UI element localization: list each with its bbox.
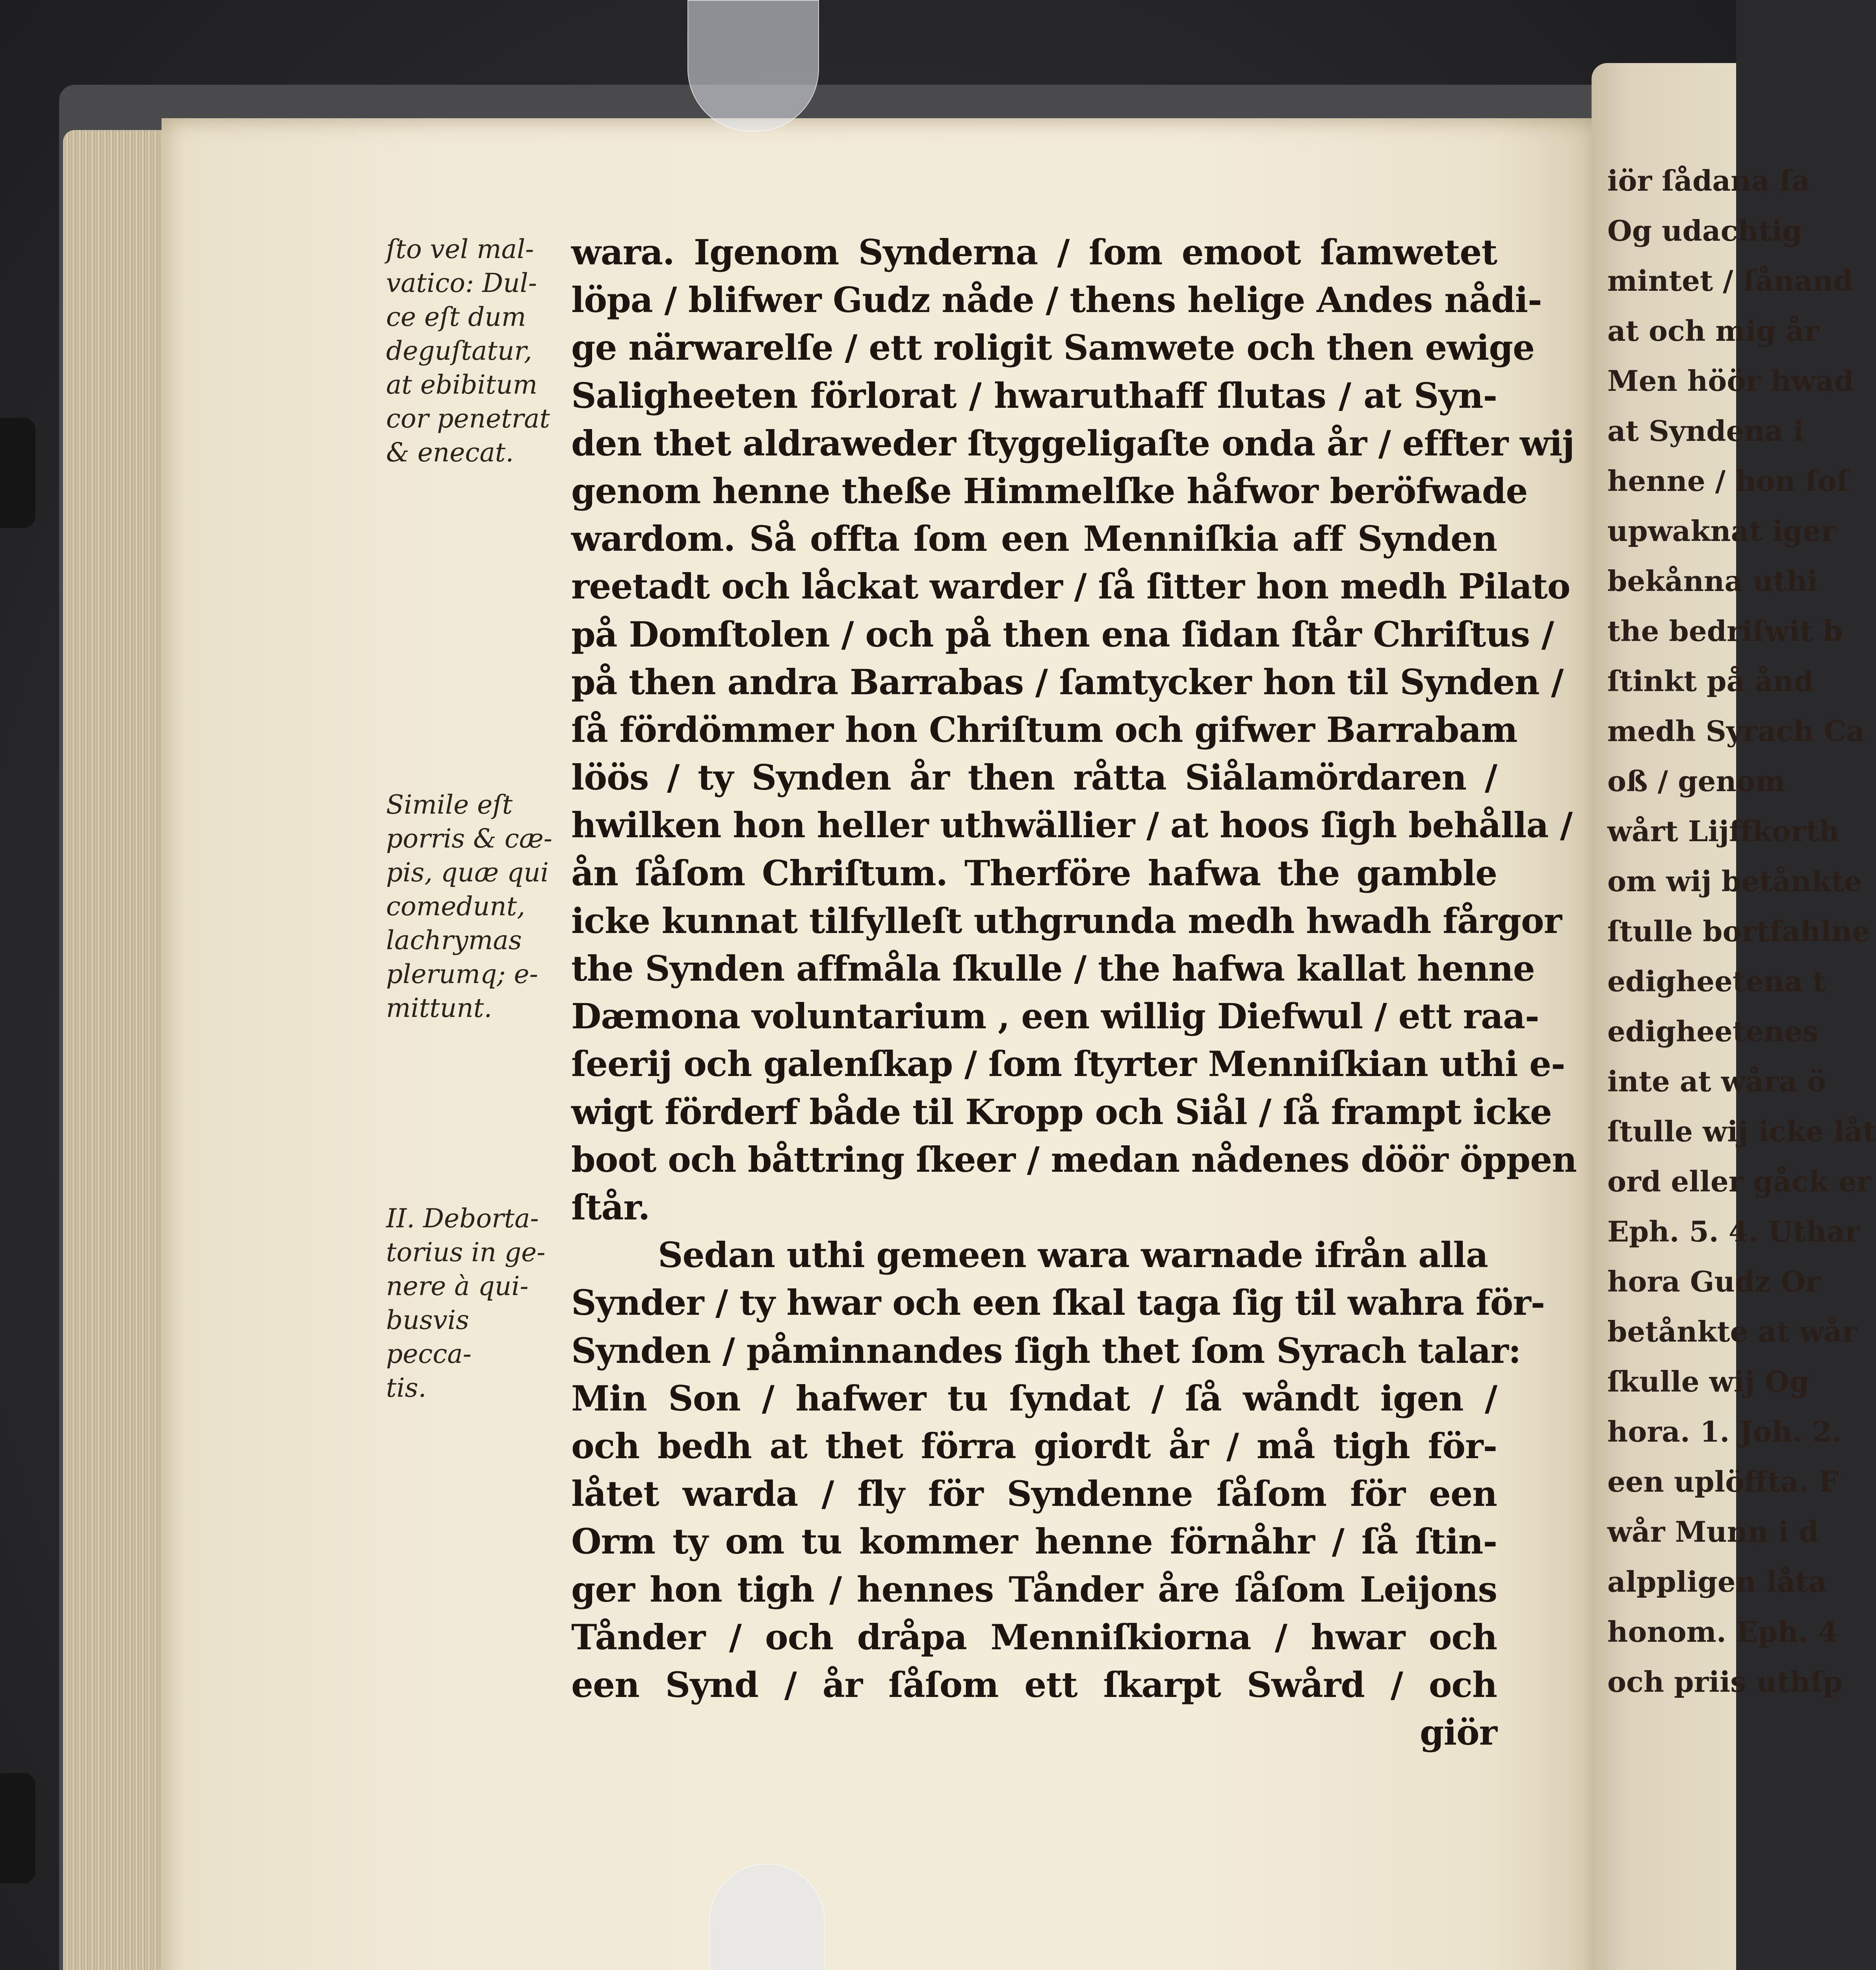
page-clip-top [687, 0, 819, 132]
facing-page-line: honom. Eph. 4 [1607, 1615, 1838, 1648]
facing-page-line: upwaknat iger [1607, 514, 1836, 548]
margin-note-line: deguſtatur, [386, 336, 532, 366]
binding-tab-top [0, 418, 35, 528]
facing-page-line: iör ſådana ſa [1607, 164, 1810, 197]
margin-note-line: busvis pecca- [386, 1305, 472, 1369]
facing-page-line: Eph. 5. 4. Uthar [1607, 1215, 1860, 1248]
facing-page-line: hora. 1. Joh. 2. [1607, 1415, 1842, 1448]
facing-page-line: edigheetenes [1607, 1015, 1818, 1048]
text-line: giör [1419, 1712, 1497, 1753]
text-line: Synden / påminnandes ſigh thet ſom Syrach talar: [571, 1330, 1521, 1371]
text-line: wigt förderf både til Kropp och Siål / ſå frampt icke [571, 1091, 1552, 1132]
text-line: löpa / blifwer Gudz nåde / thens helige Andes nådi- [571, 279, 1542, 321]
text-line: den thet aldraweder ſtyggeligaſte onda år / effter wij [571, 422, 1574, 464]
margin-note-line: plerumq; e- [386, 959, 538, 989]
facing-page-line: bekånna uthi [1607, 564, 1818, 598]
binding-tab-bottom [0, 1773, 35, 1883]
margin-note-line: mittunt. [386, 993, 492, 1023]
text-line: wara. Igenom Synderna / ſom emoot ſamwetet [571, 232, 1497, 273]
text-line: een Synd / år ſåſom ett ſkarpt Swård / och [571, 1664, 1497, 1706]
margin-note-line: at ebibitum [386, 370, 538, 400]
facing-page-line: ſkulle wij Og [1607, 1365, 1809, 1398]
facing-page-line: alppligen låta [1607, 1565, 1827, 1598]
facing-page-line: een uplöffta. F [1607, 1465, 1839, 1498]
margin-note-line: II. Deborta- [386, 1203, 539, 1234]
facing-page-line: ſtulle wij icke låt [1607, 1115, 1876, 1148]
text-line: Dæmona voluntarium , een willig Diefwul / ett raa- [571, 996, 1539, 1037]
text-line: Min Son / hafwer tu ſyndat / ſå wåndt igen / [571, 1377, 1497, 1419]
facing-page-line: the bedriſwit b [1607, 614, 1843, 648]
main-text-column [571, 229, 1577, 1757]
margin-note-line: cor penetrat [386, 403, 550, 434]
facing-page-line: edigheetena t [1607, 965, 1826, 998]
text-line: ſeerij och galenſkap / ſom ſtyrter Menniſkian uthi e- [571, 1043, 1565, 1085]
facing-page-line: ord eller gåck er [1607, 1165, 1872, 1198]
text-line: Orm ty om tu kommer henne förnåhr / ſå ſtin- [571, 1521, 1497, 1562]
text-line: boot och båttring ſkeer / medan nådenes döör öppen [571, 1139, 1577, 1180]
facing-page-text [1607, 156, 1876, 1707]
margin-note-line: nere à qui- [386, 1271, 529, 1301]
margin-note [386, 788, 552, 1025]
margin-note-line: vatico: Dul- [386, 268, 537, 298]
text-line: ſå fördömmer hon Chriſtum och gifwer Barrabam [571, 709, 1518, 751]
facing-page-line: wår Munn i d [1607, 1515, 1819, 1548]
text-line: genom henne theße Himmelſke håfwor beröfwade [571, 470, 1528, 512]
margin-note-line: pis, quæ qui [386, 857, 549, 888]
facing-page-line: inte at wåra ö [1607, 1065, 1826, 1098]
text-line: ger hon tigh / hennes Tånder åre ſåſom Leijons [571, 1569, 1497, 1610]
text-line: Tånder / och dråpa Menniſkiorna / hwar och [571, 1616, 1497, 1658]
text-line: icke kunnat tilfylleſt uthgrunda medh hwadh fårgor [571, 900, 1562, 941]
margin-note [386, 1202, 555, 1405]
text-line: ſtår. [571, 1187, 650, 1228]
margin-note-line: porris & cæ- [386, 823, 553, 854]
text-line: the Synden affmåla ſkulle / the hafwa kallat henne [571, 948, 1535, 989]
facing-page-line: henne / hon ſoſ [1607, 464, 1849, 498]
text-line: ån ſåſom Chriſtum. Therföre hafwa the gamble [571, 852, 1497, 894]
margin-note-line: tis. [386, 1373, 427, 1403]
margin-note-line: ſto vel mal- [386, 234, 534, 264]
facing-page-line: medh Syrach Ca [1607, 714, 1865, 748]
margin-note-line: Simile eſt [386, 790, 513, 820]
facing-page-line: ſtulle bortfahlne [1607, 914, 1870, 948]
facing-page-line: och priis uthſp [1607, 1665, 1843, 1699]
margin-note-line: comedunt, [386, 891, 526, 922]
text-line: på then andra Barrabas / ſamtycker hon til Synden / [571, 661, 1564, 703]
text-line: Sedan uthi gemeen wara warnade ifrån alla [658, 1234, 1488, 1276]
facing-page-line: mintet / ſånand [1607, 264, 1853, 297]
text-line: Synder / ty hwar och een ſkal taga ſig til wahra för- [571, 1282, 1545, 1323]
text-line: hwilken hon heller uthwällier / at hoos ſigh behålla / [571, 805, 1573, 846]
facing-page [1592, 63, 1876, 1970]
text-line: låtet warda / fly för Syndenne ſåſom för een [571, 1473, 1497, 1515]
text-line: ge närwarelſe / ett roligit Samwete och then ewige [571, 327, 1534, 368]
facing-page-line: om wij betånkte [1607, 864, 1863, 898]
facing-page-line: wårt Lijffkorth [1607, 814, 1840, 848]
text-line: och bedh at thet förra giordt år / må tigh för- [571, 1425, 1497, 1467]
text-line: wardom. Så offta ſom een Menniſkia aff Synden [571, 518, 1497, 559]
facing-page-line: hora Gudz Or [1607, 1265, 1820, 1298]
facing-page-line: at och mig år [1607, 314, 1819, 348]
facing-page-line: oß / genom [1607, 764, 1785, 798]
facing-page-line: ſtinkt på ånd [1607, 664, 1814, 698]
margin-note-line: lachrymas [386, 925, 522, 955]
margin-note-line: ce eſt dum [386, 302, 526, 332]
margin-note [386, 232, 550, 470]
facing-page-line: Og udachtig [1607, 214, 1802, 247]
facing-page-line: at Syndena i [1607, 414, 1804, 448]
text-line: reetadt och låckat warder / ſå ſitter hon medh Pilato [571, 566, 1570, 607]
text-line: på Domſtolen / och på then ena ſidan ſtår Chriſtus / [571, 613, 1554, 655]
margin-note-line: torius in ge- [386, 1237, 546, 1267]
text-line: Saligheeten förlorat / hwaruthaff ſlutas / at Syn- [571, 375, 1497, 416]
margin-note-line: & enecat. [386, 437, 514, 468]
facing-page-line: betånkte at wår [1607, 1315, 1857, 1348]
text-line: löös / ty Synden år then råtta Siålamördaren / [571, 757, 1497, 798]
facing-page-line: Men höör hwad [1607, 364, 1854, 398]
